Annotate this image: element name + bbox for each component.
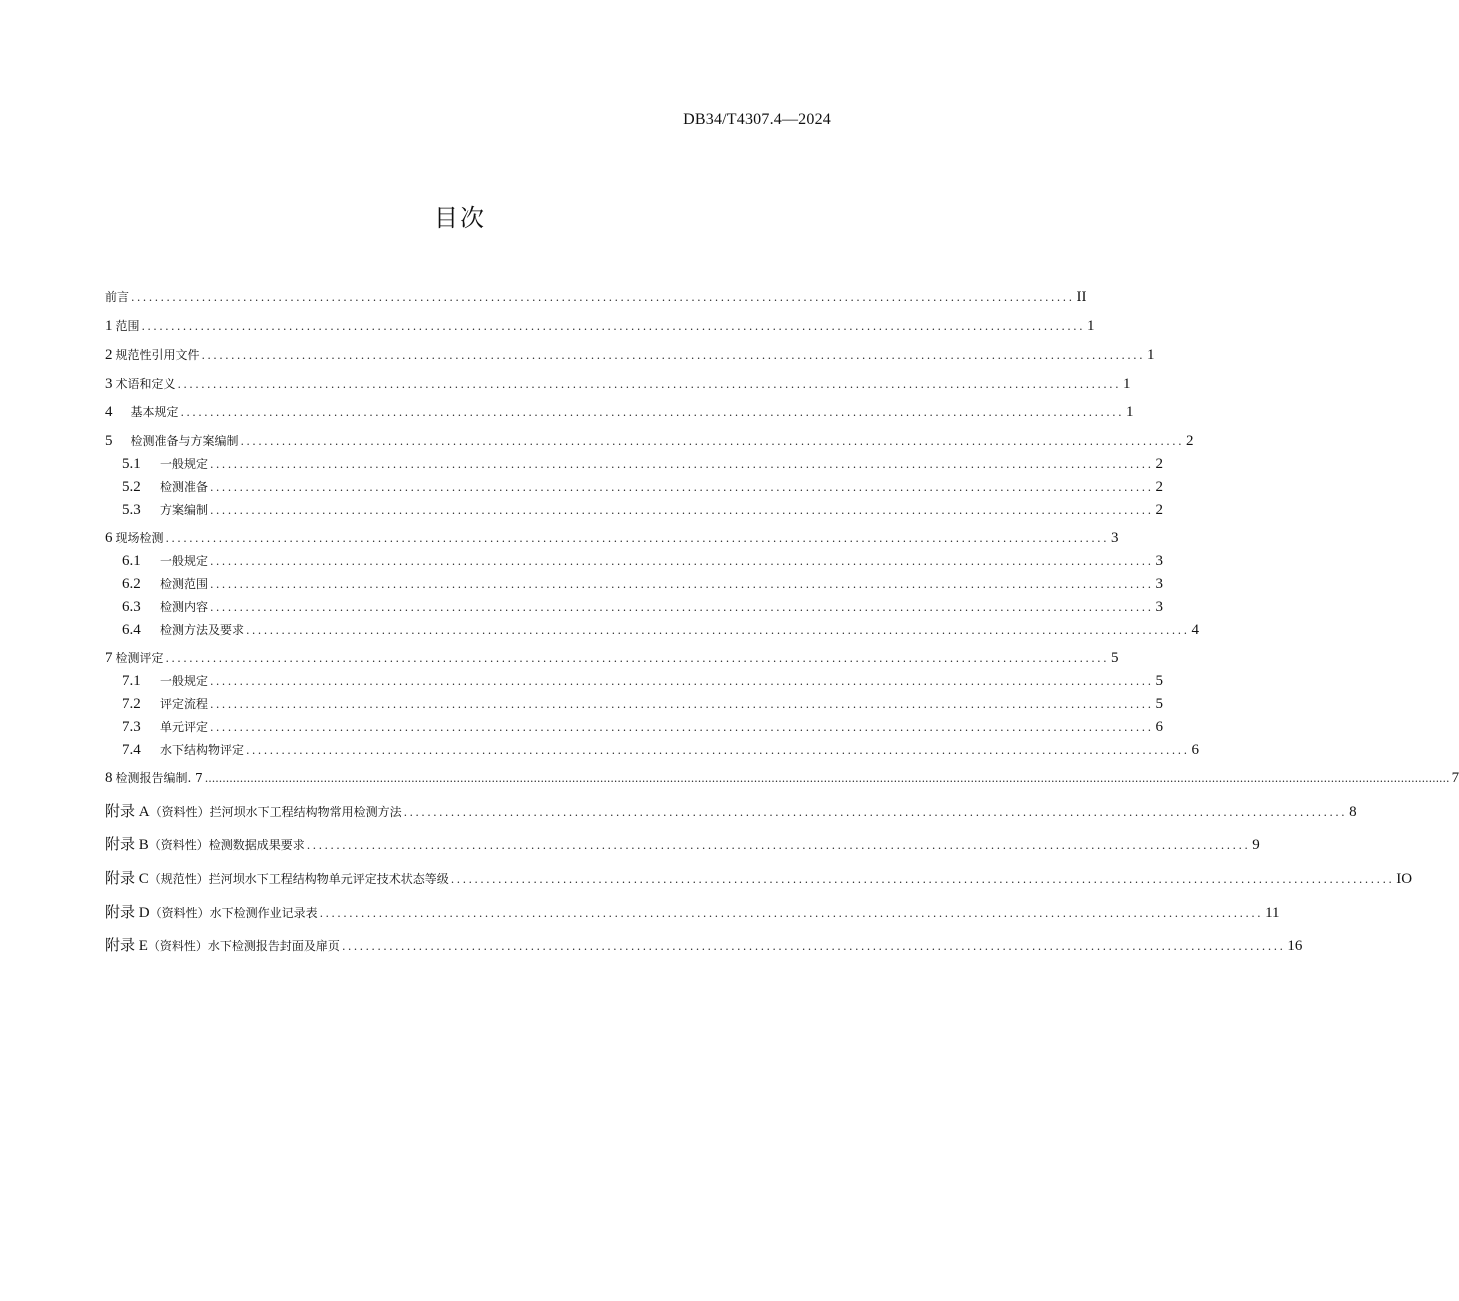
toc-label: 水下结构物评定	[160, 743, 245, 757]
toc-entry-foreword[interactable]	[105, 285, 1087, 305]
toc-number: 附录 A	[105, 804, 150, 820]
toc-number: 7	[105, 650, 113, 666]
toc-label: 基本规定	[130, 405, 179, 419]
toc-page-number: II	[1076, 289, 1087, 305]
toc-label: （规范性）拦河坝水下工程结构物单元评定技术状态等级	[148, 872, 449, 886]
toc-number: 6.3	[122, 599, 141, 615]
toc-number: 5.2	[122, 479, 141, 495]
toc-entry-2[interactable]	[105, 343, 1155, 363]
toc-page-number: 3	[1155, 576, 1163, 592]
dot-leader: ................................................................................................................................................................	[240, 435, 1184, 448]
toc-entry-appendix-d[interactable]	[105, 901, 1280, 921]
toc-entry-appendix-a[interactable]	[105, 800, 1357, 820]
toc-page-number: 1	[1146, 347, 1155, 363]
toc-number: 6	[105, 530, 113, 546]
toc-label: （资料性）水下检测作业记录表	[149, 906, 318, 920]
toc-entry-6-2[interactable]	[105, 572, 1163, 592]
dot-leader: ................................................................................................................................................................	[131, 291, 1075, 304]
toc-entry-5-3[interactable]	[105, 498, 1163, 518]
dot-leader: ................................................................................................................................................................	[246, 624, 1190, 637]
toc-page-number: 5	[1110, 650, 1119, 666]
toc-label: 前言	[105, 290, 130, 304]
toc-label: 检测范围	[160, 577, 209, 591]
toc-number: 7.4	[122, 742, 141, 758]
toc-label: 检测内容	[160, 600, 209, 614]
toc-number: 6.4	[122, 622, 141, 638]
toc-entry-6-4[interactable]	[105, 618, 1199, 638]
toc-entry-appendix-b[interactable]	[105, 833, 1260, 853]
dot-leader: ................................................................................................................................................................	[210, 458, 1154, 471]
toc-entry-appendix-e[interactable]	[105, 934, 1303, 954]
dot-leader: ................................................................................................................................................................	[210, 555, 1154, 568]
dot-leader: ................................................................................................................................................................	[319, 907, 1264, 920]
toc-entry-6[interactable]	[105, 526, 1119, 546]
toc-label: 单元评定	[160, 720, 209, 734]
toc-entry-7-2[interactable]	[105, 692, 1163, 712]
dot-leader: ................................................................................................................................................................	[210, 698, 1154, 711]
dot-leader: ................................................................................................................................................................	[165, 532, 1109, 545]
dot-leader: ................................................................................................................................................................	[177, 378, 1121, 391]
toc-number: 3	[105, 376, 113, 392]
toc-page-number: 9	[1252, 837, 1260, 853]
toc-entry-5-1[interactable]	[105, 452, 1163, 472]
toc-number: 2	[105, 347, 113, 363]
toc-label: （资料性）拦河坝水下工程结构物常用检测方法	[149, 805, 402, 819]
toc-page-number: 7	[1451, 770, 1459, 786]
toc-number: 5.1	[122, 456, 141, 472]
toc-page-number: 2	[1155, 456, 1163, 472]
dot-leader: ....................................................................................................................................................................................................................................................................................................................................................................	[204, 772, 1450, 785]
dot-leader: ................................................................................................................................................................	[246, 744, 1190, 757]
toc-label: 检测评定	[115, 651, 164, 665]
toc-page-number: 1	[1086, 318, 1095, 334]
toc-entry-5[interactable]	[105, 429, 1194, 449]
toc-page-number: 1	[1125, 404, 1134, 420]
dot-leader: ................................................................................................................................................................	[210, 504, 1154, 517]
dot-leader: ................................................................................................................................................................	[341, 940, 1286, 953]
dot-leader: ................................................................................................................................................................	[403, 806, 1348, 819]
toc-number: 7.1	[122, 673, 141, 689]
toc-page-number: IO	[1396, 871, 1413, 887]
toc-number: 6.2	[122, 576, 141, 592]
toc-number: 7.2	[122, 696, 141, 712]
toc-page-number: 11	[1265, 905, 1280, 921]
toc-number: 8	[105, 770, 113, 786]
toc-page-number: 5	[1155, 696, 1163, 712]
dot-leader: ................................................................................................................................................................	[180, 406, 1124, 419]
toc-number: 1	[105, 318, 113, 334]
toc-label: 一般规定	[160, 457, 209, 471]
toc-label: 一般规定	[160, 554, 209, 568]
toc-number: 7.3	[122, 719, 141, 735]
toc-label: 规范性引用文件	[115, 348, 200, 362]
toc-page-number: 2	[1155, 502, 1163, 518]
toc-number: 6.1	[122, 553, 141, 569]
toc-entry-7-3[interactable]	[105, 715, 1163, 735]
toc-label: 评定流程	[160, 697, 209, 711]
toc-page-number: 5	[1155, 673, 1163, 689]
toc-entry-5-2[interactable]	[105, 475, 1163, 495]
toc-entry-7[interactable]	[105, 646, 1119, 666]
toc-number: 附录 E	[105, 938, 148, 954]
toc-label: 检测准备与方案编制	[130, 434, 239, 448]
toc-label: （资料性）检测数据成果要求	[148, 838, 305, 852]
toc-label: 范围	[115, 319, 140, 333]
toc-entry-7-4[interactable]	[105, 738, 1199, 758]
dot-leader: ................................................................................................................................................................	[306, 839, 1251, 852]
toc-label: 检测准备	[160, 480, 209, 494]
dot-leader: ................................................................................................................................................................	[210, 675, 1154, 688]
toc-page-number: 6	[1191, 742, 1199, 758]
toc-page-number: 2	[1155, 479, 1163, 495]
toc-label: 方案编制	[160, 503, 209, 517]
toc-number: 附录 D	[105, 905, 150, 921]
dot-leader: ................................................................................................................................................................	[141, 320, 1085, 333]
toc-page-number: 2	[1185, 433, 1194, 449]
dot-leader: ................................................................................................................................................................	[210, 721, 1154, 734]
page-title: 目次	[434, 204, 486, 232]
toc-number: 5.3	[122, 502, 141, 518]
toc-page-number: 8	[1349, 804, 1357, 820]
toc-label: 现场检测	[115, 531, 164, 545]
toc-page-number: 1	[1122, 376, 1131, 392]
toc-page-number: 3	[1155, 599, 1163, 615]
dot-leader: ................................................................................................................................................................	[450, 873, 1395, 886]
toc-entry-4[interactable]	[105, 400, 1134, 420]
dot-leader: ................................................................................................................................................................	[210, 481, 1154, 494]
toc-page-number: 6	[1155, 719, 1163, 735]
toc-entry-8[interactable]	[105, 766, 1459, 786]
toc-entry-7-1[interactable]	[105, 669, 1163, 689]
toc-label: 检测方法及要求	[160, 623, 245, 637]
toc-label: （资料性）水下检测报告封面及扉页	[147, 939, 340, 953]
dot-leader: ................................................................................................................................................................	[210, 578, 1154, 591]
dot-leader: ................................................................................................................................................................	[201, 349, 1145, 362]
document-number: DB34/T4307.4—2024	[683, 111, 831, 128]
dot-leader: ................................................................................................................................................................	[165, 652, 1109, 665]
toc-page-number: 3	[1155, 553, 1163, 569]
toc-entry-1[interactable]	[105, 314, 1095, 334]
toc-entry-appendix-c[interactable]	[105, 867, 1413, 887]
toc-page-number: 4	[1191, 622, 1199, 638]
toc-label: 一般规定	[160, 674, 209, 688]
toc-entry-6-3[interactable]	[105, 595, 1163, 615]
toc-page-number: 3	[1110, 530, 1119, 546]
toc-number: 附录 B	[105, 837, 149, 853]
toc-page-number: 16	[1287, 938, 1303, 954]
toc-label: 检测报告编制. 7	[115, 771, 203, 785]
toc-label: 术语和定义	[115, 377, 176, 391]
toc-number: 4	[105, 404, 113, 420]
dot-leader: ................................................................................................................................................................	[210, 601, 1154, 614]
toc-number: 5	[105, 433, 113, 449]
toc-entry-3[interactable]	[105, 372, 1131, 392]
toc-number: 附录 C	[105, 871, 149, 887]
toc-entry-6-1[interactable]	[105, 549, 1163, 569]
